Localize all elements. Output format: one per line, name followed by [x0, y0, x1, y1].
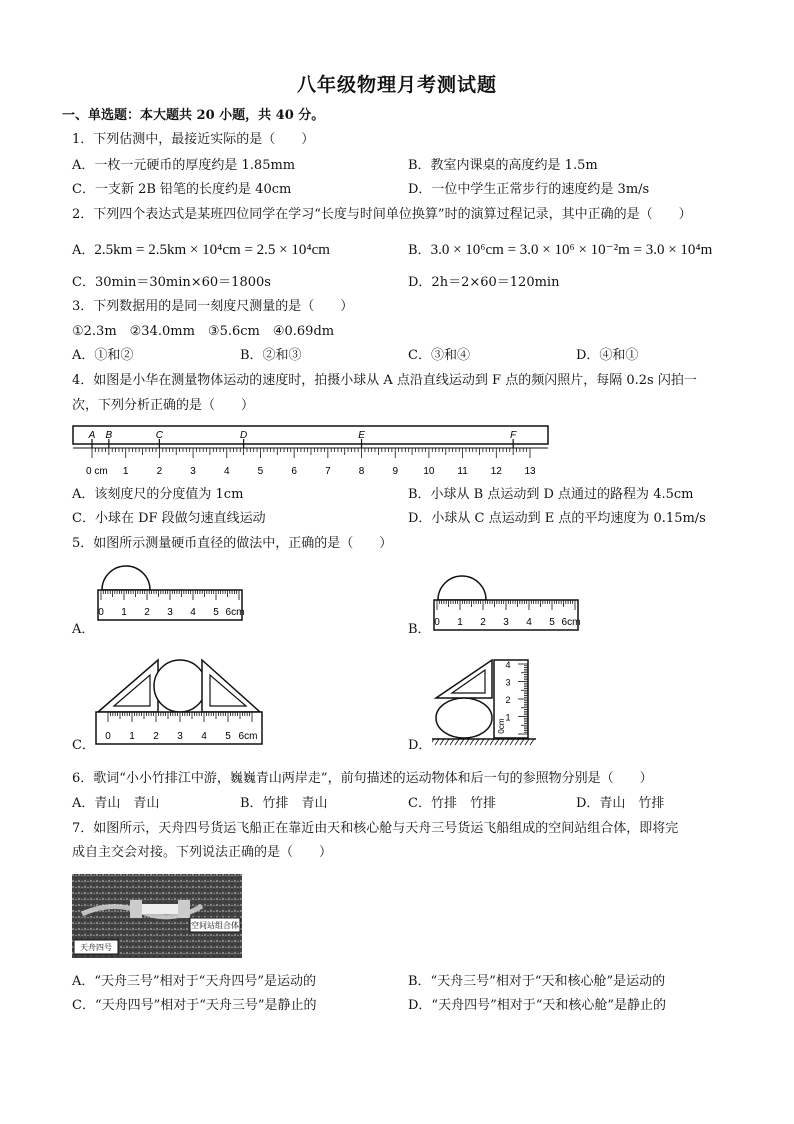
- q1-option-c[interactable]: C．一支新 2B 铅笔的长度约是 40cm: [72, 182, 292, 197]
- q4-tick-label: 7: [325, 466, 331, 477]
- q7-option-d[interactable]: D．“天舟四号”相对于“天和核心舱”是静止的: [408, 998, 667, 1013]
- q2-option-c[interactable]: C．30min＝30min×60＝1800s: [72, 275, 271, 290]
- ruler-number: 4: [201, 731, 207, 742]
- q7-option-c[interactable]: C．“天舟四号”相对于“天舟三号”是静止的: [72, 998, 317, 1013]
- q6-option-c[interactable]: C．竹排 竹排: [408, 796, 496, 811]
- ruler-unit: 6cm: [561, 617, 581, 628]
- ruler-number: 1: [457, 617, 463, 628]
- q5c-coin: [154, 660, 206, 712]
- q5d-number: 1: [505, 712, 511, 723]
- q5d-hatch-line: [505, 739, 509, 745]
- q2-option-a[interactable]: [72, 241, 330, 260]
- q5d-hatch-line: [480, 739, 484, 745]
- q7-space-photo: [72, 874, 242, 958]
- q4-tick-label: 9: [392, 466, 399, 477]
- q5-figure-c: [94, 656, 266, 748]
- q4-option-c[interactable]: C．小球在 DF 段做匀速直线运动: [72, 511, 266, 526]
- q4-stem-line2: 次，下列分析正确的是（ ）: [72, 398, 255, 413]
- q4-ruler-ticks: [92, 448, 530, 458]
- q5d-hatch-line: [432, 739, 434, 745]
- q5d-hatch-line: [520, 739, 524, 745]
- ruler-number: 2: [480, 617, 486, 628]
- q2-option-d[interactable]: D．2h＝2×60＝120min: [408, 275, 560, 290]
- q4-tick-label: 13: [524, 466, 536, 477]
- q5d-hatch-line: [490, 739, 494, 745]
- ruler-number: 4: [190, 607, 196, 618]
- q4-stem-line1: 4．如图是小华在测量物体运动的速度时，拍摄小球从 A 点沿直线运动到 F 点的频闪照片，每隔 0.2s 闪拍一: [72, 373, 697, 388]
- q6-option-d[interactable]: D．青山 竹排: [576, 796, 665, 811]
- q5d-hatch-line: [440, 739, 444, 745]
- ruler-number: 3: [503, 617, 509, 628]
- q7-stem-line1: 7．如图所示，天舟四号货运飞船正在靠近由天和核心舱与天舟三号货运飞船组成的空间站组合体，即将完: [72, 821, 679, 836]
- q5d-hatch-line: [515, 739, 519, 745]
- q4-tick-label: 1: [122, 466, 129, 477]
- q5d-hatch-line: [525, 739, 529, 745]
- q2-option-b[interactable]: [408, 241, 712, 260]
- q5d-hatch-line: [530, 739, 534, 745]
- q4-tick-label: 2: [156, 466, 163, 477]
- ruler-number: 5: [549, 617, 555, 628]
- q5b-coin: [438, 576, 486, 600]
- page-title: 八年级物理月考测试题: [296, 74, 497, 96]
- q4-tick-label: 6: [291, 466, 297, 477]
- q4-tick-label: 3: [190, 466, 196, 477]
- q5d-number: 2: [505, 695, 511, 705]
- q4-tick-label: 10: [423, 466, 435, 477]
- q4-tick-label: 5: [257, 466, 264, 477]
- q4-point-label: C: [155, 430, 164, 441]
- q5-stem: 5．如图所示测量硬币直径的做法中，正确的是（ ）: [72, 536, 393, 551]
- ruler-number: 0: [434, 617, 440, 628]
- q4-tick-label: 8: [358, 466, 365, 477]
- q4-ruler-strip: [73, 426, 548, 444]
- q5c-right-triangle: [202, 660, 260, 712]
- q5d-hatch-line: [495, 739, 499, 745]
- ruler-number: 0: [98, 607, 104, 618]
- q7-option-a[interactable]: A．“天舟三号”相对于“天舟四号”是运动的: [72, 974, 316, 989]
- q5-option-d[interactable]: D．: [408, 738, 432, 753]
- q7-label-right: 空间站组合体: [191, 921, 239, 930]
- ruler-number: 5: [225, 731, 231, 742]
- q5a-coin: [102, 566, 150, 590]
- q3-option-b[interactable]: B．②和③: [240, 348, 302, 363]
- q5d-hatch-line: [470, 739, 474, 745]
- q6-option-a[interactable]: A．青山 青山: [72, 796, 160, 811]
- q5-figure-a: [96, 562, 246, 638]
- q3-option-d[interactable]: D．④和①: [576, 348, 639, 363]
- q3-data: ①2.3m ②34.0mm ③5.6cm ④0.69dm: [72, 324, 335, 339]
- q5d-hatch-line: [435, 739, 439, 745]
- q4-ruler-figure: [70, 422, 552, 478]
- q5d-hatch-line: [445, 739, 449, 745]
- q5d-hatch-line: [455, 739, 459, 745]
- q5-option-a[interactable]: A．: [72, 622, 95, 637]
- q1-stem: 1．下列估测中，最接近实际的是（ ）: [72, 132, 315, 147]
- ruler-unit: 6cm: [238, 731, 258, 742]
- q5d-hatch-line: [500, 739, 504, 745]
- q4-tick-label-0: 0 cm: [86, 466, 108, 477]
- q1-option-a[interactable]: A．一枚一元硬币的厚度约是 1.85mm: [72, 158, 296, 173]
- q7-option-b[interactable]: B．“天舟三号”相对于“天和核心舱”是运动的: [408, 974, 666, 989]
- section-heading: 一、单选题：本大题共 20 小题，共 40 分。: [62, 108, 325, 123]
- q4-point-label: A: [88, 430, 96, 441]
- q2-stem: 2．下列四个表达式是某班四位同学在学习“长度与时间单位换算”时的演算过程记录，其中正确的是（ ）: [72, 207, 692, 222]
- ruler-number: 1: [129, 731, 135, 742]
- q2-option-a-label: A．: [72, 243, 95, 258]
- q4-tick-label: 11: [457, 466, 468, 477]
- q5d-hatch-line: [460, 739, 464, 745]
- q5c-left-triangle: [98, 660, 158, 712]
- ruler-unit: 6cm: [225, 607, 245, 618]
- q2-option-a-expr: 2.5km = 2.5km × 10⁴cm = 2.5 × 10⁴cm: [94, 242, 330, 258]
- q4-point-label: D: [239, 430, 248, 441]
- ruler-number: 2: [153, 731, 159, 742]
- q1-option-b[interactable]: B．教室内课桌的高度约是 1.5m: [408, 158, 598, 173]
- q5d-hatch-line: [485, 739, 489, 745]
- q5d-number: 4: [505, 660, 511, 670]
- q4-option-d[interactable]: D．小球从 C 点运动到 E 点的平均速度为 0.15m/s: [408, 511, 706, 526]
- q5d-coin: [436, 698, 492, 738]
- q5d-hatch-line: [475, 739, 479, 745]
- q5d-ground-hatch: [432, 739, 534, 745]
- q5d-unit: 0cm: [497, 718, 506, 734]
- q4-tick-label: 12: [490, 466, 502, 477]
- ruler-number: 1: [121, 607, 127, 618]
- q7-station-panel-left: [130, 900, 142, 918]
- q5d-hatch-line: [465, 739, 469, 745]
- ruler-number: 5: [213, 607, 219, 618]
- q6-option-b[interactable]: B．竹排 青山: [240, 796, 328, 811]
- ruler-number: 3: [177, 731, 183, 742]
- q4-point-label: F: [510, 430, 517, 441]
- q7-stem-line2: 成自主交会对接。下列说法正确的是（ ）: [72, 845, 333, 860]
- q4-option-a[interactable]: A．该刻度尺的分度值为 1cm: [72, 487, 244, 502]
- q1-option-d[interactable]: D．一位中学生正常步行的速度约是 3m/s: [408, 182, 650, 197]
- q4-point-label: B: [105, 430, 113, 441]
- q3-stem: 3．下列数据用的是同一刻度尺测量的是（ ）: [72, 299, 354, 314]
- q3-option-a[interactable]: A．①和②: [72, 348, 134, 363]
- q7-station-panel-right: [178, 900, 190, 918]
- q3-option-c[interactable]: C．③和④: [408, 348, 470, 363]
- q2-option-b-label: B．: [408, 243, 431, 258]
- q5-figure-d: [432, 654, 536, 748]
- q7-station-body: [142, 904, 178, 914]
- q6-stem: 6．歌词“小小竹排江中游，巍巍青山两岸走”，前句描述的运动物体和后一句的参照物分别是（ ）: [72, 771, 653, 786]
- q5d-triangle: [436, 660, 492, 698]
- q5-option-b[interactable]: B．: [408, 622, 431, 637]
- ruler-number: 3: [167, 607, 173, 618]
- ruler-number: 2: [144, 607, 150, 618]
- ruler-number: 4: [526, 617, 532, 628]
- q7-label-left: 天舟四号: [80, 943, 112, 952]
- q5-figure-b: [432, 572, 582, 634]
- q5-option-c[interactable]: C．: [72, 738, 95, 753]
- q5d-hatch-line: [510, 739, 514, 745]
- q4-option-b[interactable]: B．小球从 B 点运动到 D 点通过的路程为 4.5cm: [408, 487, 694, 502]
- q5d-number: 3: [505, 677, 511, 688]
- ruler-number: 0: [105, 731, 111, 742]
- q4-point-label: E: [358, 430, 365, 441]
- q5d-hatch-line: [450, 739, 454, 745]
- q2-option-b-expr: 3.0 × 10⁶cm = 3.0 × 10⁶ × 10⁻²m = 3.0 × 10⁴m: [430, 242, 713, 258]
- q4-ruler-numbers: [86, 466, 536, 477]
- q4-tick-label: 4: [223, 466, 230, 477]
